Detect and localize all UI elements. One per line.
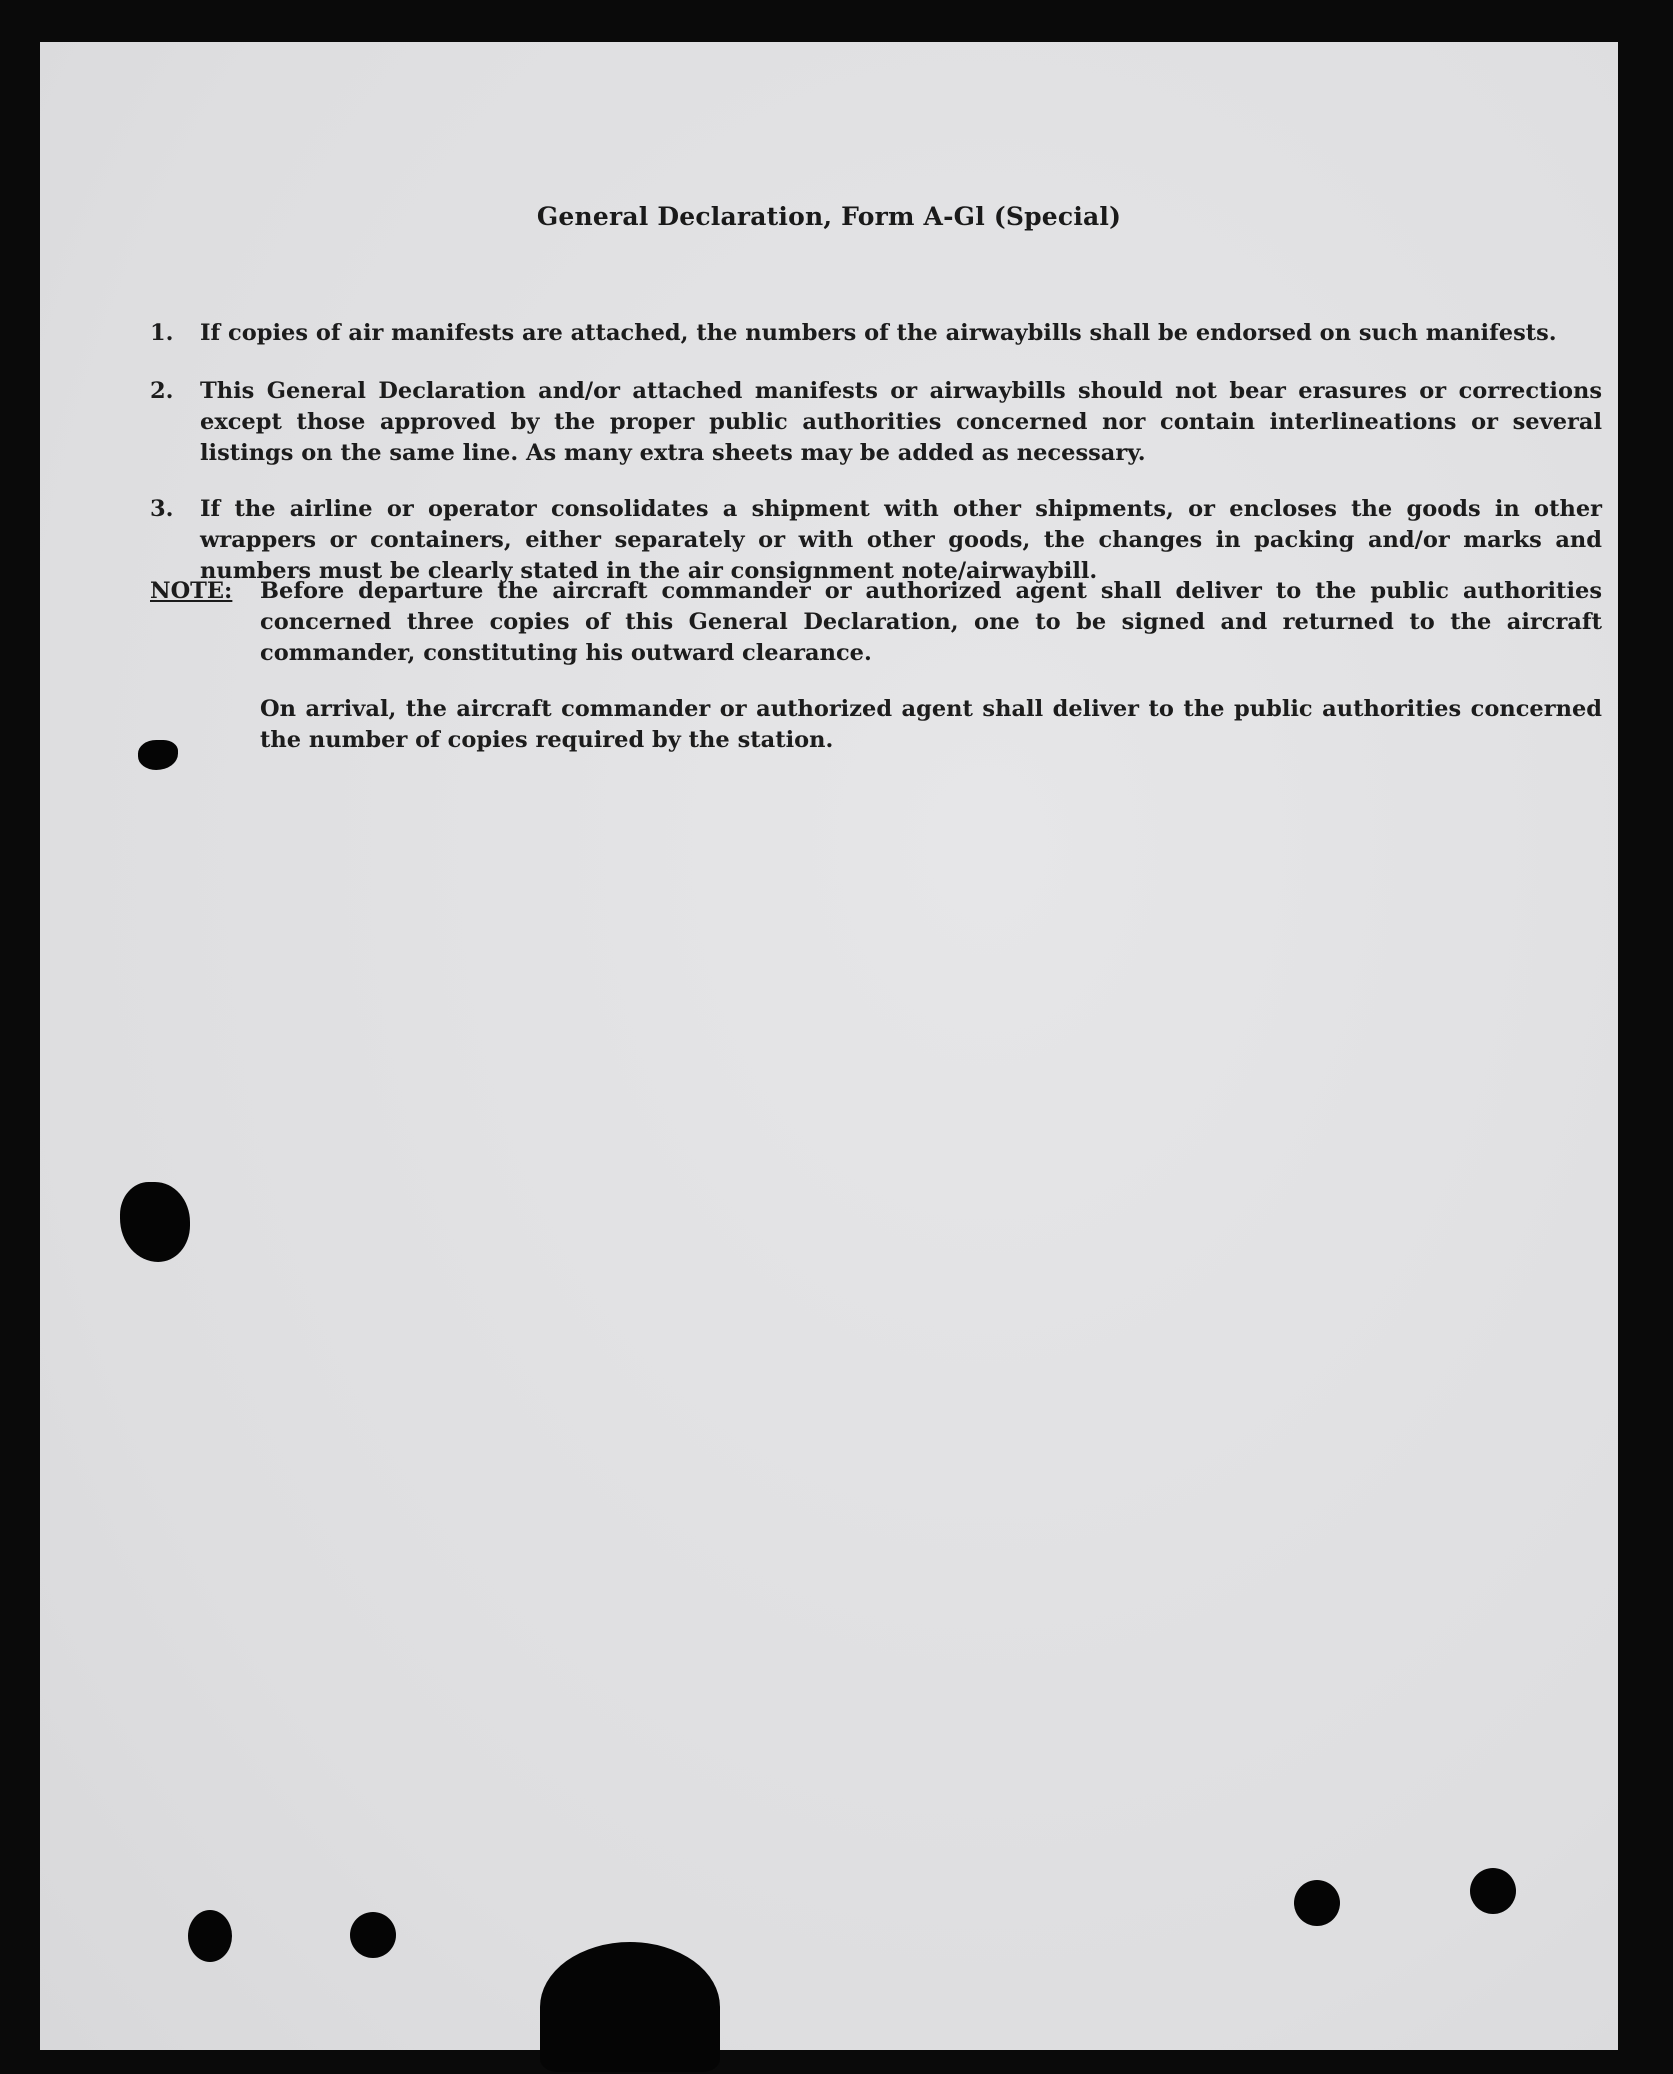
item-text: This General Declaration and/or attached manifests or airwaybills should not bear erasures or corrections except those approved by the proper public authorities concerned nor contain interlineations or several listings on the same line. As many extra sheets may be added as necessary. [200, 378, 1602, 466]
ink-blot [540, 1942, 720, 2072]
ink-blot [120, 1182, 190, 1262]
document-page [40, 42, 1618, 2050]
item-number: 2. [150, 378, 174, 404]
note-paragraph-arrival: On arrival, the aircraft commander or authorized agent shall deliver to the public authorities concerned the number of copies required by the station. [260, 696, 1602, 753]
ink-blot [188, 1910, 232, 1962]
punch-hole [350, 1912, 396, 1958]
ink-blot [138, 740, 178, 770]
punch-hole [1294, 1880, 1340, 1926]
form-title: General Declaration, Form A-Gl (Special) [536, 202, 1122, 231]
item-text: If copies of air manifests are attached, the numbers of the airwaybills shall be endorsed on such manifests. [200, 320, 1557, 346]
item-text: If the airline or operator consolidates a shipment with other shipments, or encloses the goods in other wrappers or containers, either separately or with other goods, the changes in packing and/or marks and numbers must be clearly stated in the air consignment note/airwaybill. [200, 496, 1602, 584]
item-number: 1. [150, 320, 174, 346]
note-paragraph-departure: Before departure the aircraft commander or authorized agent shall deliver to the public authorities concerned three copies of this General Declaration, one to be signed and returned to the aircraft commander, constituting his outward clearance. [260, 578, 1602, 666]
punch-hole [1470, 1868, 1516, 1914]
note-label: NOTE: [150, 578, 233, 604]
item-number: 3. [150, 496, 174, 522]
